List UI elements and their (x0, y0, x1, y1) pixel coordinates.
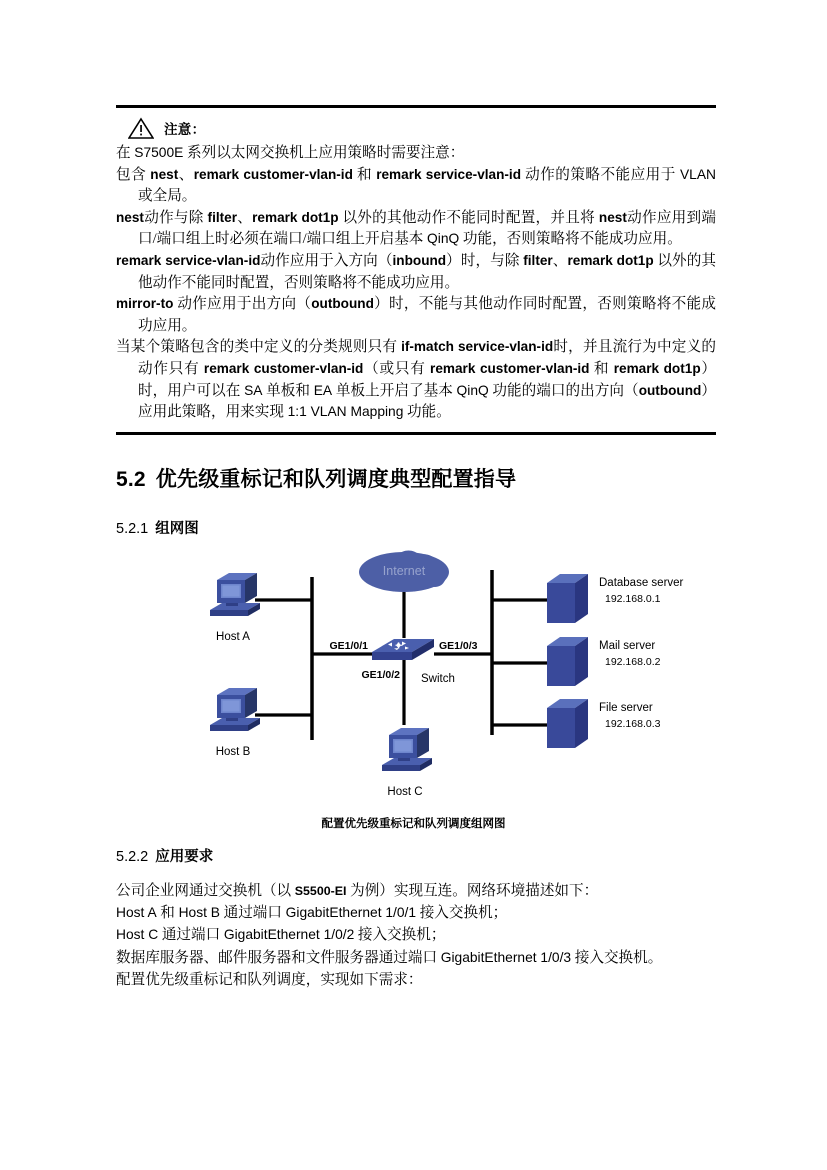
mail-server-label: Mail server (599, 640, 656, 652)
text-run: if-match service-vlan-id (401, 339, 554, 355)
text-run: remark customer-vlan-id (203, 360, 364, 376)
paragraph: 公司企业网通过交换机（以 S5500-EI 为例）实现互连。网络环境描述如下： (116, 883, 599, 899)
mail-server-icon (547, 637, 588, 686)
text-run: Host C (116, 927, 159, 943)
figure-caption: 配置优先级重标记和队列调度组网图 (321, 818, 506, 830)
text-run: remark dot1p (567, 252, 654, 268)
host-b-label: Host B (215, 746, 251, 758)
text-run: nest (598, 209, 627, 225)
mail-server-ip: 192.168.0.2 (605, 656, 661, 668)
subsection-heading-5-2-1 (116, 517, 199, 538)
switch-label: Switch (421, 673, 455, 685)
port-label-ge1-0-3: GE1/0/3 (439, 640, 478, 652)
text-run: QinQ (456, 382, 489, 398)
database-server-ip: 192.168.0.1 (605, 593, 661, 605)
section-number: 5.2 (116, 468, 146, 491)
subsection-number-2: 5.2.2 (116, 849, 149, 865)
text-run: remark service-vlan-id (116, 252, 261, 268)
file-server-label: File server (599, 702, 653, 714)
subsection-title: 组网图 (155, 521, 199, 537)
note-header (128, 117, 716, 139)
switch-device-icon (372, 639, 434, 660)
paragraph: 包含 nest、remark customer-vlan-id 和 remark service-vlan-id 动作的策略不能应用于 VLAN 或全局。 (116, 166, 716, 205)
note-body-text (116, 143, 716, 424)
text-run: remark customer-vlan-id (430, 360, 590, 376)
section-heading-5-2 (116, 463, 516, 493)
text-run: VLAN (679, 166, 716, 182)
database-server-label: Database server (599, 577, 684, 589)
section-title: 优先级重标记和队列调度典型配置指导 (155, 468, 517, 491)
text-run: filter (207, 209, 238, 225)
text-run: EA (313, 382, 333, 398)
host-a-icon (210, 573, 260, 616)
text-run: remark dot1p (252, 209, 339, 225)
text-run: S7500E (134, 145, 184, 160)
internet-cloud (359, 551, 449, 593)
warning-triangle-icon (128, 117, 154, 139)
text-run: GigabitEthernet 1/0/2 (223, 927, 355, 943)
text-run: 1:1 VLAN Mapping (287, 404, 404, 420)
text-run: remark dot1p (613, 360, 701, 376)
paragraph: nest动作与除 filter、remark dot1p 以外的其他动作不能同时配置，并且将 nest动作应用到端口/端口组上时必须在端口/端口组上开启基本 QinQ 功能，否则策略将不能成功应用。 (116, 209, 716, 248)
subsection-heading-5-2-2 (116, 845, 213, 866)
subsection-number: 5.2.1 (116, 521, 149, 537)
text-run: nest (150, 166, 179, 182)
file-server-icon (547, 699, 588, 748)
caution-note-block (116, 105, 716, 435)
paragraph: remark service-vlan-id动作应用于入方向（inbound）时，与除 filter、remark dot1p 以外的其他动作不能同时配置，否则策略将不能成功应用。 (116, 252, 716, 291)
note-top-rule (116, 105, 716, 108)
port-label-ge1-0-2: GE1/0/2 (361, 669, 400, 681)
paragraph: 当某个策略包含的类中定义的分类规则只有 if-match service-vlan-id时，并且流行为中定义的动作只有 remark customer-vlan-id（或只有 remark customer-vlan-id 和 remark dot1p）时，用户可以在 SA 单板和 EA 单板上开启了基本 QinQ 功能的端口的出方向（outbound）应用此策略，用来实现 1:1 VLAN Mapping 功能。 (116, 339, 716, 421)
text-run: inbound (392, 252, 447, 268)
host-c-icon (382, 728, 432, 771)
text-run: QinQ (427, 231, 460, 247)
text-run: GigabitEthernet 1/0/3 (440, 949, 572, 965)
paragraph: 数据库服务器、邮件服务器和文件服务器通过端口 GigabitEthernet 1/0/3 接入交换机。 (116, 949, 663, 966)
host-c-label: Host C (387, 786, 423, 798)
text-run: Host A (116, 905, 157, 921)
text-run: GigabitEthernet 1/0/1 (285, 905, 417, 921)
paragraph: Host A 和 Host B 通过端口 GigabitEthernet 1/0/1 接入交换机； (116, 905, 508, 922)
paragraph: 在 S7500E 系列以太网交换机上应用策略时需要注意： (116, 145, 465, 161)
text-run: filter (523, 252, 553, 268)
text-run: Host B (178, 905, 220, 921)
paragraph: mirror-to 动作应用于出方向（outbound）时，不能与其他动作同时配置，否则策略将不能成功应用。 (116, 296, 716, 334)
topology-svg (195, 550, 735, 830)
paragraph: Host C 通过端口 GigabitEthernet 1/0/2 接入交换机； (116, 927, 446, 944)
text-run: nest (116, 209, 144, 225)
requirements-body-text (116, 880, 724, 991)
text-run: remark service-vlan-id (376, 166, 522, 182)
note-bottom-rule (116, 432, 716, 435)
note-heading-label: 注意： (164, 122, 206, 137)
database-server-icon (547, 574, 588, 623)
paragraph: 配置优先级重标记和队列调度，实现如下需求： (116, 971, 423, 988)
text-run: S5500-EI (294, 884, 347, 898)
port-label-ge1-0-1: GE1/0/1 (329, 640, 368, 652)
host-b-icon (210, 688, 260, 731)
network-topology-diagram (195, 550, 735, 830)
subsection-title-2: 应用要求 (155, 849, 214, 865)
host-a-label: Host A (216, 631, 250, 643)
text-run: outbound (638, 382, 702, 398)
text-run: remark customer-vlan-id (193, 166, 353, 182)
text-run: SA (244, 382, 263, 398)
text-run: outbound (311, 296, 374, 312)
text-run: mirror-to (116, 296, 174, 312)
file-server-ip: 192.168.0.3 (605, 718, 661, 730)
cloud-label: Internet (382, 564, 426, 578)
